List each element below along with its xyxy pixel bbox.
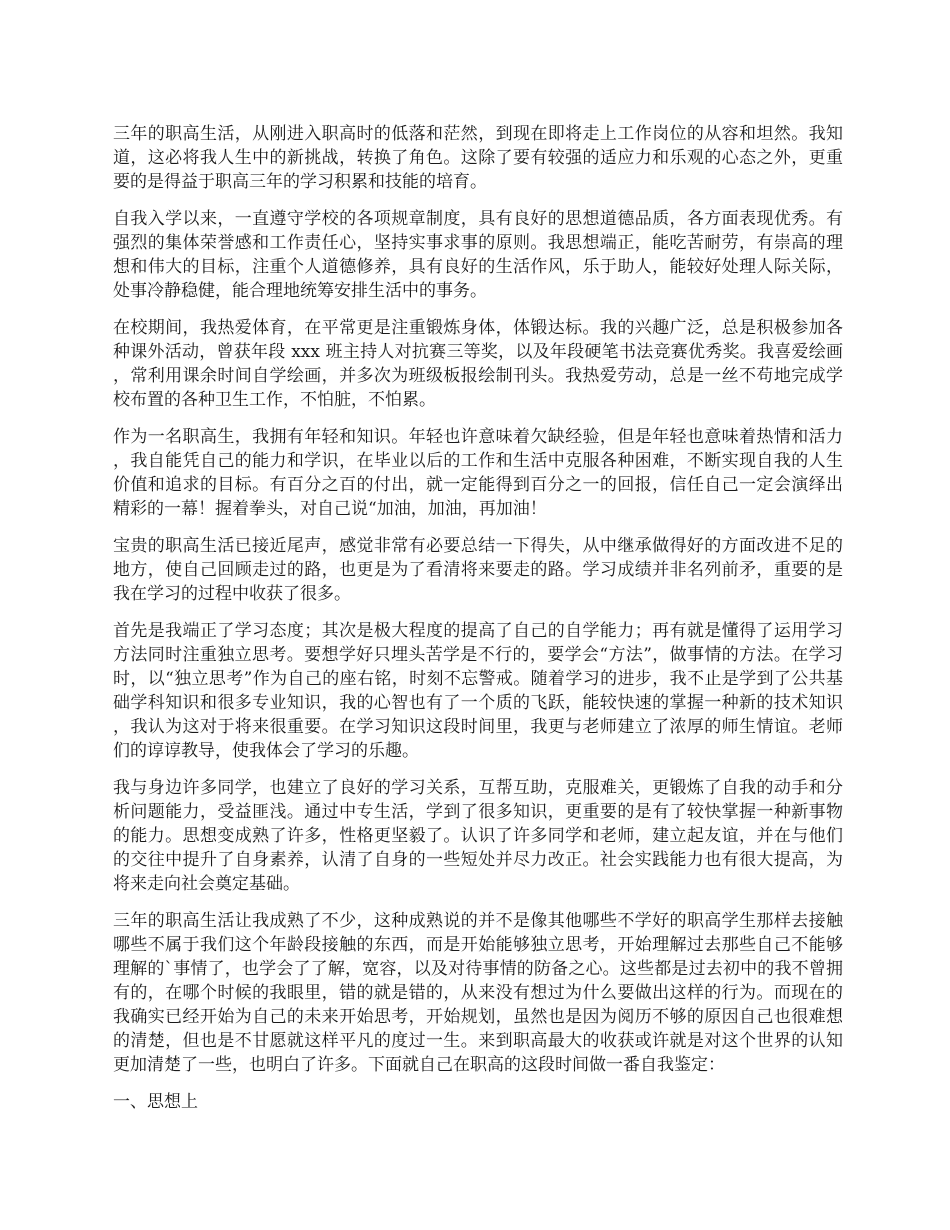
paragraph-activities: 在校期间，我热爱体育，在平常更是注重锻炼身体，体锻达标。我的兴趣广泛，总是积极参加各种课外活动，曾获年段 xxx 班主持人对抗赛三等奖，以及年段硬笔书法竞赛优秀奖。我喜爱绘画，常利用课余时间自学绘画，并多次为班级板报绘制刊头。我热爱劳动，总是一丝不苟地完成学校布置的各种卫生工作，不怕脏，不怕累。 (113, 318, 843, 410)
document-page (113, 122, 843, 1114)
paragraph-maturity: 三年的职高生活让我成熟了不少，这种成熟说的并不是像其他哪些不学好的职高学生那样去接触哪些不属于我们这个年龄段接触的东西，而是开始能够独立思考，开始理解过去那些自己不能够理解的`事情了，也学会了了解，宽容，以及对待事情的防备之心。这些都是过去初中的我不曾拥有的，在哪个时候的我眼里，错的就是错的，从来没有想过为什么要做出这样的行为。而现在的我确实已经开始为自己的未来开始思考，开始规划，虽然也是因为阅历不够的原因自己也很难想的清楚，但也是不甘愿就这样平凡的度过一生。来到职高最大的收获或许就是对这个世界的认知更加清楚了一些，也明白了许多。下面就自己在职高的这段时间做一番自我鉴定： (113, 911, 843, 1075)
paragraph-intro: 三年的职高生活，从刚进入职高时的低落和茫然，到现在即将走上工作岗位的从容和坦然。我知道，这必将我人生中的新挑战，转换了角色。这除了要有较强的适应力和乐观的心态之外，更重要的是得益于职高三年的学习积累和技能的培育。 (113, 124, 843, 192)
paragraph-classmates: 我与身边许多同学，也建立了良好的学习关系，互帮互助，克服难关，更锻炼了自我的动手和分析问题能力，受益匪浅。通过中专生活，学到了很多知识，更重要的是有了较快掌握一种新事物的能力。思想变成熟了许多，性格更坚毅了。认识了许多同学和老师，建立起友谊，并在与他们的交往中提升了自身素养，认清了自身的一些短处并尽力改正。社会实践能力也有很大提高，为将来走向社会奠定基础。 (113, 778, 843, 894)
paragraph-conduct: 自我入学以来，一直遵守学校的各项规章制度，具有良好的思想道德品质，各方面表现优秀。有强烈的集体荣誉感和工作责任心，坚持实事求事的原则。我思想端正，能吃苦耐劳，有崇高的理想和伟大的目标，注重个人道德修养，具有良好的生活作风，乐于助人，能较好处理人际关际，处事冷静稳健，能合理地统筹安排生活中的事务。 (113, 209, 843, 301)
paragraph-summary: 宝贵的职高生活已接近尾声，感觉非常有必要总结一下得失，从中继承做得好的方面改进不足的地方，使自己回顾走过的路，也更是为了看清将来要走的路。学习成绩并非名列前矛，重要的是我在学习的过程中收获了很多。 (113, 536, 843, 604)
paragraph-study: 首先是我端正了学习态度；其次是极大程度的提高了自己的自学能力；再有就是懂得了运用学习方法同时注重独立思考。要想学好只埋头苦学是不行的，要学会“方法”，做事情的方法。在学习时，以“独立思考”作为自己的座右铭，时刻不忘警戒。随着学习的进步，我不止是学到了公共基础学科知识和很多专业知识，我的心智也有了一个质的飞跃，能较快速的掌握一种新的技术知识，我认为这对于将来很重要。在学习知识这段时间里，我更与老师建立了浓厚的师生情谊。老师们的谆谆教导，使我体会了学习的乐趣。 (113, 621, 843, 761)
section-heading: 一、思想上 (113, 1092, 198, 1112)
paragraph-youth: 作为一名职高生，我拥有年轻和知识。年轻也许意味着欠缺经验，但是年轻也意味着热情和活力，我自能凭自己的能力和学识，在毕业以后的工作和生活中克服各种困难，不断实现自我的人生价值和追求的目标。有百分之百的付出，就一定能得到百分之一的回报，信任自己一定会演绎出精彩的一幕！握着拳头，对自己说“加油，加油，再加油！ (113, 427, 843, 519)
